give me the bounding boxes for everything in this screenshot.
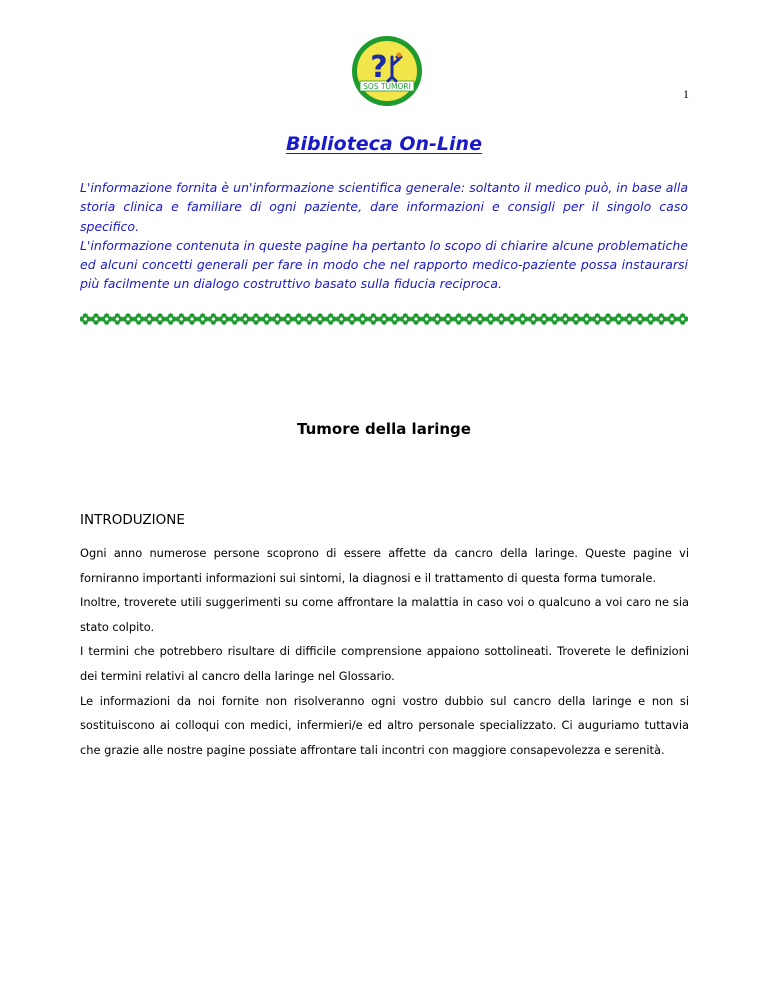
clover-icon xyxy=(218,313,230,325)
logo-glyph: ? xyxy=(370,50,388,85)
clover-icon xyxy=(560,313,572,325)
clover-icon xyxy=(528,313,540,325)
clover-icon xyxy=(144,313,156,325)
body-paragraph: Le informazioni da noi fornite non risolveranno ogni vostro dubbio sul cancro della laringe e non si sostituiscono ai colloqui con medici, infermieri/e ed altro personale specializzato. Ci auguriamo tuttavia che grazie alle nostre pagine possiate affrontare tali incontri con maggiore consapevolezza e serenità. xyxy=(80,693,689,757)
clover-icon xyxy=(453,313,465,325)
clover-icon xyxy=(432,313,444,325)
body-paragraph: Inoltre, troverete utili suggerimenti su come affrontare la malattia in caso voi o qualcuno a voi caro ne sia stato colpito. xyxy=(80,595,689,634)
clover-icon xyxy=(666,313,678,325)
clover-icon xyxy=(634,313,646,325)
clover-icon xyxy=(80,313,91,325)
clover-separator xyxy=(80,311,688,327)
clover-icon xyxy=(282,313,294,325)
clover-icon xyxy=(474,313,486,325)
clover-icon xyxy=(240,313,252,325)
clover-icon xyxy=(325,313,337,325)
clover-icon xyxy=(154,313,166,325)
clover-icon xyxy=(112,313,124,325)
clover-icon xyxy=(656,313,668,325)
disclaimer xyxy=(80,178,688,294)
site-title: Biblioteca On-Line xyxy=(286,133,482,155)
sos-tumori-logo-icon xyxy=(351,35,423,107)
body-text xyxy=(80,541,689,762)
clover-icon xyxy=(538,313,550,325)
clover-icon xyxy=(250,313,262,325)
clover-icon xyxy=(389,313,401,325)
clover-icon xyxy=(368,313,380,325)
clover-icon xyxy=(122,313,134,325)
clover-icon xyxy=(186,313,198,325)
body-paragraph: Ogni anno numerose persone scoprono di essere affette da cancro della laringe. Queste pagine vi forniranno importanti informazioni sui sintomi, la diagnosi e il trattamento di questa forma tumorale. xyxy=(80,546,689,585)
clover-icon xyxy=(197,313,209,325)
clover-icon xyxy=(378,313,390,325)
clover-icon xyxy=(208,313,220,325)
clover-icon xyxy=(506,313,518,325)
clover-icon xyxy=(176,313,188,325)
clover-icon xyxy=(517,313,529,325)
clover-icon xyxy=(346,313,358,325)
clover-icon xyxy=(357,313,369,325)
logo-caption: SOS TUMORI xyxy=(363,82,411,91)
clover-icon xyxy=(261,313,273,325)
clover-icon xyxy=(336,313,348,325)
clover-icon xyxy=(165,313,177,325)
body-paragraph: I termini che potrebbero risultare di difficile comprensione appaiono sottolineati. Troverete le definizioni dei termini relativi al cancro della laringe nel Glossario. xyxy=(80,644,689,683)
clover-icon xyxy=(304,313,316,325)
disclaimer-paragraph: L'informazione fornita è un'informazione scientifica generale: soltanto il medico può, in base alla storia clinica e familiare di ogni paziente, dare informazioni e consigli per il singolo caso specifico. xyxy=(80,180,688,234)
clover-icon xyxy=(293,313,305,325)
clover-icon xyxy=(90,313,102,325)
clover-icon xyxy=(602,313,614,325)
clover-icon xyxy=(624,313,636,325)
clover-icon xyxy=(570,313,582,325)
clover-icon xyxy=(410,313,422,325)
clover-icon xyxy=(400,313,412,325)
clover-icon xyxy=(314,313,326,325)
clover-icon xyxy=(464,313,476,325)
clover-icon xyxy=(496,313,508,325)
clover-icon xyxy=(645,313,657,325)
page-number: 1 xyxy=(683,87,689,101)
clover-icon xyxy=(592,313,604,325)
disclaimer-paragraph: L'informazione contenuta in queste pagine ha pertanto lo scopo di chiarire alcune problematiche ed alcuni concetti generali per fare in modo che nel rapporto medico-paziente possa instaurarsi più facilmente un dialogo costruttivo basato sulla fiducia reciproca. xyxy=(80,237,688,292)
clover-icon xyxy=(133,313,145,325)
clover-icon xyxy=(581,313,593,325)
clover-icon xyxy=(272,313,284,325)
document-title: Tumore della laringe xyxy=(297,420,471,438)
clover-icon xyxy=(229,313,241,325)
clover-icon xyxy=(613,313,625,325)
clover-icon xyxy=(677,313,688,325)
clover-icon xyxy=(485,313,497,325)
clover-icon xyxy=(421,313,433,325)
clover-icon xyxy=(442,313,454,325)
clover-icon xyxy=(549,313,561,325)
clover-icon xyxy=(101,313,113,325)
section-heading: INTRODUZIONE xyxy=(80,512,185,528)
